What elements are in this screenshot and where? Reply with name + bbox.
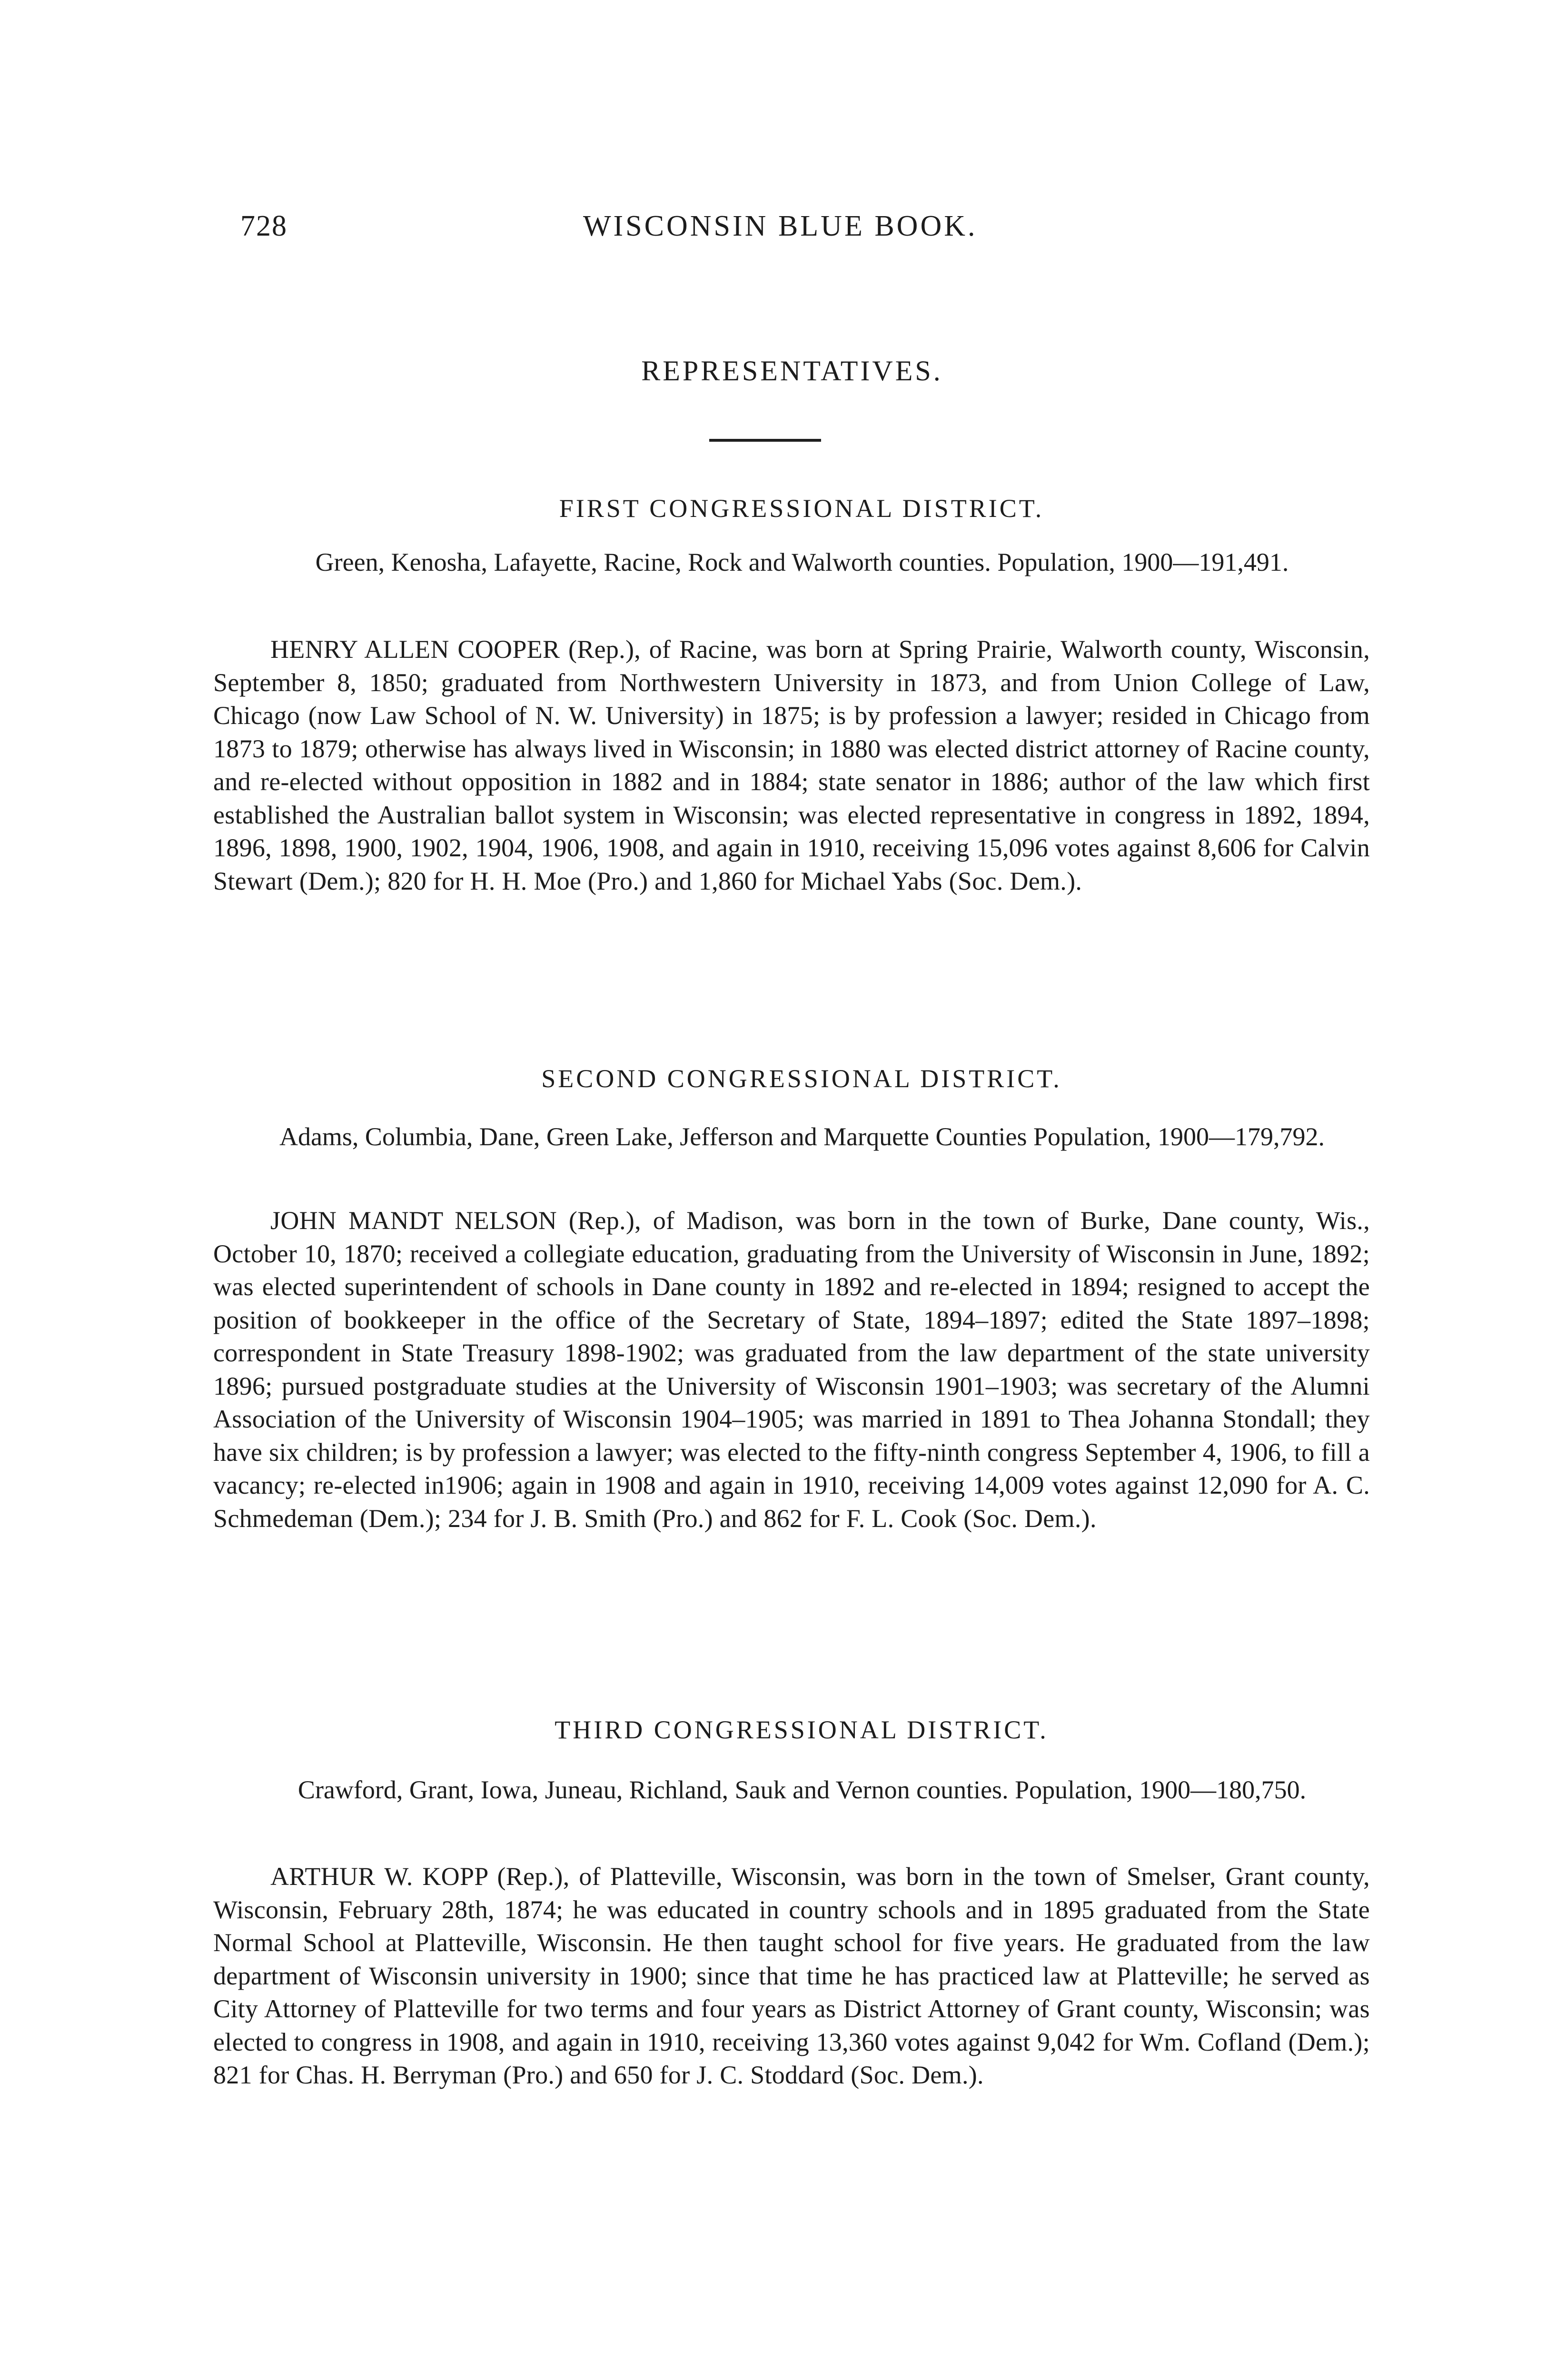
- district-counties-second: Adams, Columbia, Dane, Green Lake, Jefferson and Marquette Counties Population, 1900—179,792.: [279, 1122, 1325, 1151]
- district-bio-third: ARTHUR W. KOPP (Rep.), of Platteville, Wisconsin, was born in the town of Smelser, Grant county, Wisconsin, February 28th, 1874; he was educated in country schools and in 1895 graduated from the State Normal School at Platteville, Wisconsin. He then taught school for five years. He graduated from the law department of Wisconsin university in 1900; since that time he has practiced law at Platteville; he served as City Attorney of Platteville for two terms and four years as District Attorney of Grant county, Wisconsin; was elected to congress in 1908, and again in 1910, receiving 13,360 votes against 9,042 for Wm. Cofland (Dem.); 821 for Chas. H. Berryman (Pro.) and 650 for J. C. Stoddard (Soc. Dem.).: [213, 1862, 1370, 2089]
- running-title: WISCONSIN BLUE BOOK.: [583, 210, 978, 242]
- page-header: [240, 209, 1321, 252]
- title-rule: [709, 439, 821, 442]
- district-heading-third: THIRD CONGRESSIONAL DISTRICT.: [555, 1716, 1049, 1744]
- district-heading-second: SECOND CONGRESSIONAL DISTRICT.: [541, 1064, 1062, 1093]
- district-bio-second: JOHN MANDT NELSON (Rep.), of Madison, was born in the town of Burke, Dane county, Wis., October 10, 1870; received a collegiate education, graduating from the University of Wisconsin in June, 1892; was elected superintendent of schools in Dane county in 1892 and re-elected in 1894; resigned to accept the position of bookkeeper in the office of the Secretary of State, 1894–1897; edited the State 1897–1898; correspondent in State Treasury 1898-1902; was graduated from the law department of the state university 1896; pursued postgraduate studies at the University of Wisconsin 1901–1903; was secretary of the Alumni Association of the University of Wisconsin 1904–1905; was married in 1891 to Thea Johanna Stondall; they have six children; is by profession a lawyer; was elected to the fifty-ninth congress September 4, 1906, to fill a vacancy; re-elected in1906; again in 1908 and again in 1910, receiving 14,009 votes against 12,090 for A. C. Schmedeman (Dem.); 234 for J. B. Smith (Pro.) and 862 for F. L. Cook (Soc. Dem.).: [213, 1206, 1370, 1533]
- district-counties-first: Green, Kenosha, Lafayette, Racine, Rock and Walworth counties. Population, 1900—191,491.: [315, 548, 1289, 576]
- district-bio-first: HENRY ALLEN COOPER (Rep.), of Racine, was born at Spring Prairie, Walworth county, Wisconsin, September 8, 1850; graduated from Northwestern University in 1873, and from Union College of Law, Chicago (now Law School of N. W. University) in 1875; is by profession a lawyer; resided in Chicago from 1873 to 1879; otherwise has always lived in Wisconsin; in 1880 was elected district attorney of Racine county, and re-elected without opposition in 1882 and in 1884; state senator in 1886; author of the law which first established the Australian ballot system in Wisconsin; was elected representative in congress in 1892, 1894, 1896, 1898, 1900, 1902, 1904, 1906, 1908, and again in 1910, receiving 15,096 votes against 8,606 for Calvin Stewart (Dem.); 820 for H. H. Moe (Pro.) and 1,860 for Michael Yabs (Soc. Dem.).: [213, 635, 1370, 895]
- section-title: REPRESENTATIVES.: [641, 355, 943, 387]
- district-heading-first: FIRST CONGRESSIONAL DISTRICT.: [559, 494, 1044, 523]
- district-counties-third: Crawford, Grant, Iowa, Juneau, Richland, Sauk and Vernon counties. Population, 1900—180,750.: [297, 1775, 1307, 1804]
- page-number: 728: [240, 210, 287, 242]
